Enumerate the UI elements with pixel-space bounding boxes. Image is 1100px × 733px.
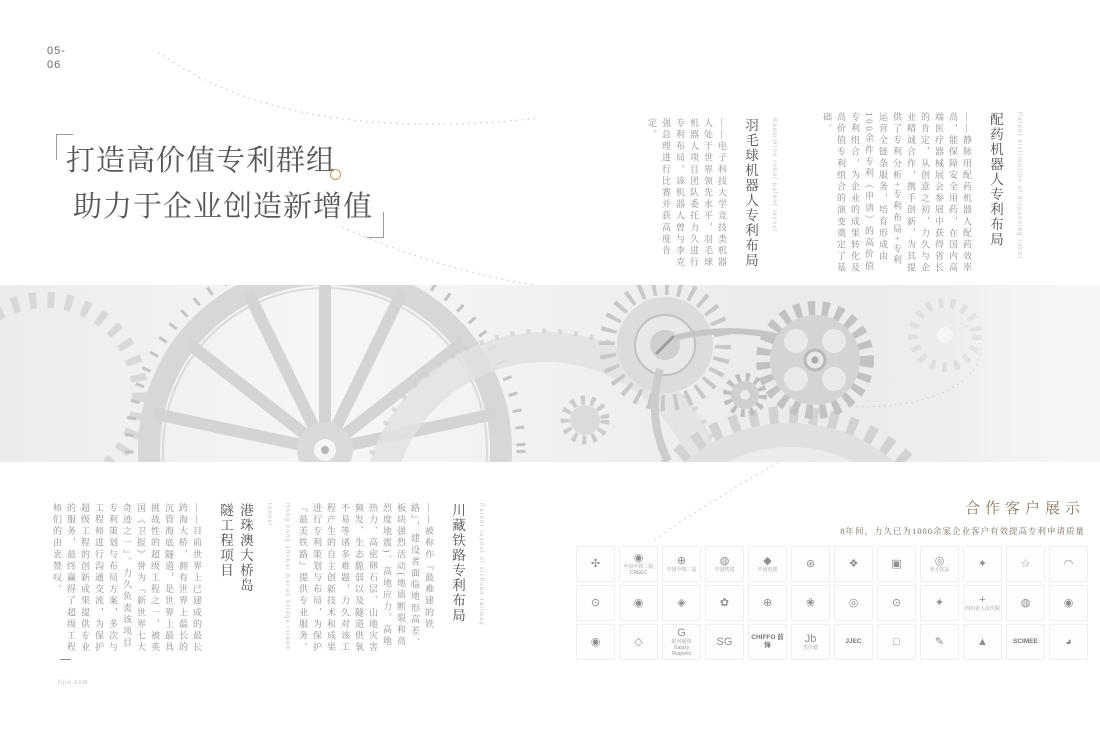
article-badminton-robot: [645, 118, 783, 276]
client-logo: [791, 585, 830, 621]
clients-section-header: [665, 497, 1085, 537]
clients-heading: 合作客户展示: [964, 501, 1085, 517]
page-title: [66, 138, 373, 230]
client-logo-icon: ◉: [633, 597, 644, 609]
client-logo-label: 杰仕德: [802, 645, 818, 651]
client-logo: [662, 624, 701, 660]
article-body: ——电子科技大学竞技类机器人处于世界领先水平，羽毛球机器人项目团队委托力久进行专利布局。该机器人曾与李克强总理进行比赛并获高度肯定。: [647, 118, 727, 269]
article-title: 羽毛球机器人专利布局: [743, 118, 758, 268]
client-logo-icon: +: [979, 594, 986, 606]
client-logo: [576, 624, 615, 660]
client-logo-icon: ◇: [634, 636, 643, 648]
client-logo-label: 银河磁体 Galaxy Magnets: [671, 639, 692, 657]
client-logo: [619, 546, 658, 582]
client-logo-label: 中国电建: [757, 567, 778, 573]
article-subtitle-en: Hong kong zhuhai macao bridge island tunnel: [266, 503, 290, 650]
client-logo: [1049, 585, 1088, 621]
client-logo-label: SCIMEE: [1013, 638, 1038, 645]
client-logo-icon: ✣: [590, 558, 601, 570]
client-logo-icon: ◎: [934, 555, 945, 567]
page-number-top: 05-: [47, 45, 66, 57]
client-logo-icon: Jb: [804, 633, 817, 645]
client-logo-label: 中国中铁二院 CREEC: [623, 564, 654, 576]
close-bracket-decoration: [367, 212, 384, 238]
client-logo-icon: ✦: [977, 558, 988, 570]
article-subtitle-en: Badminton robot patent layout: [771, 118, 777, 233]
client-logo: [662, 585, 701, 621]
client-logo-icon: ✦: [934, 597, 945, 609]
client-logo-label: 养元饮品: [929, 567, 950, 573]
article-body: ——目前世界上已建成的最长跨海大桥，拥有世界上最长的沉管海底隧道，是世界上最具挑战性的超级工程之一，被英国《卫报》誉为『新世界七大奇迹之一』。力久负责该项目专利策划与布局方案，多次与工程师进行沟通交流，为保护超级工程的创新成果提供专业的服务，最终赢得了超级工程师们的由衷赞叹。: [52, 503, 202, 654]
page-title-line1: 打造高价值专利群组: [66, 145, 337, 177]
client-logo-icon: ◠: [1063, 558, 1074, 570]
client-logo-icon: □: [893, 636, 900, 648]
client-logo: [834, 546, 873, 582]
client-logo: [576, 546, 615, 582]
client-logo: [1006, 585, 1045, 621]
client-logo-icon: ⊕: [676, 555, 687, 567]
client-logo: [1049, 546, 1088, 582]
client-logo: [619, 624, 658, 660]
client-logo-icon: ◆: [763, 555, 772, 567]
article-subtitle-en: Patent distribution of dispensing robot: [1016, 112, 1022, 260]
clients-subtitle: 8年间，力久已为1000余家企业客户有效提高专利申请质量: [840, 526, 1085, 536]
client-logo-icon: ☆: [1020, 558, 1031, 570]
client-logo-label: 中国铁建: [714, 567, 735, 573]
client-logo-label: 中国中铁二局: [666, 567, 697, 573]
client-logo-grid: [576, 546, 1088, 660]
client-logo-label: JJEC: [845, 638, 862, 645]
client-logo-icon: ⊙: [891, 597, 902, 609]
client-logo-icon: ✎: [934, 636, 945, 648]
client-logo-icon: ◈: [677, 597, 686, 609]
article-title: 港珠澳大桥岛隧工程项目: [218, 503, 253, 593]
client-logo-icon: ⊕: [762, 597, 773, 609]
client-logo: [748, 624, 787, 660]
client-logo: [920, 546, 959, 582]
client-logo-icon: ▲: [977, 636, 988, 648]
client-logo: [705, 624, 744, 660]
page-title-line2: 助力于企业创造新增值: [73, 191, 374, 223]
article-body: ——被称作『最难建的铁路』，建设者面临地形高差、板块强烈活动(地质断裂和高烈度地震)、高地应力、高地热力、高密卵石层、山地灾害频发、生态脆弱以及隧道供氧不易等诸多难题，力久对该工程产生的自主创新技术和成果进行专利策划与布局，为保护『最美铁路』提供专业服务。: [298, 503, 434, 654]
client-logo: [963, 546, 1002, 582]
article-dispensing-robot: [820, 112, 1028, 275]
client-logo: [1006, 546, 1045, 582]
gold-circle-decoration: [330, 169, 341, 180]
client-logo: [877, 624, 916, 660]
client-logo: [791, 546, 830, 582]
client-logo-icon: ⊛: [805, 558, 816, 570]
client-logo-label: 四川省人民医院: [964, 606, 1000, 612]
client-logo: [877, 546, 916, 582]
client-logo: [920, 585, 959, 621]
client-logo-icon: G: [677, 627, 686, 639]
client-logo: [791, 624, 830, 660]
client-logo-label: CHIFFO 前锋: [751, 634, 784, 649]
client-logo-icon: ❀: [805, 597, 816, 609]
article-hzm-bridge: [50, 503, 296, 658]
client-logo: [963, 585, 1002, 621]
client-logo-icon: ▣: [891, 558, 902, 570]
client-logo-icon: ❖: [848, 558, 859, 570]
client-logo: [619, 585, 658, 621]
article-subtitle-en: Patent layout of sichuan railway: [478, 503, 484, 626]
client-logo-icon: ◎: [848, 597, 859, 609]
page-number-bottom: 06: [47, 59, 62, 71]
client-logo-icon: SG: [716, 636, 733, 648]
client-logo-icon: ◍: [1020, 597, 1031, 609]
client-logo-icon: ✿: [719, 597, 730, 609]
client-logo-icon: ◉: [590, 636, 601, 648]
gear-band-illustration: [0, 285, 1100, 462]
client-logo: [705, 585, 744, 621]
client-logo: [834, 585, 873, 621]
client-logo: [1049, 624, 1088, 660]
page-number: [47, 44, 66, 72]
article-body: ——静脉用配药机器人配药效率高，能保障安全用药，在国内高端医疗器械展会参展中获得省长的肯定，从创意之初，力久与企业精诚合作，携手创新，为其提供了专利分析+专利布局+专利运营全链条服务，培育形成由100余件专利（申请）的高价值专利组合，为企业的成果转化及高价值专利组合的演变奠定了基础。: [822, 112, 972, 275]
client-logo: [1006, 624, 1045, 660]
client-logo: [834, 624, 873, 660]
client-logo-icon: ◉: [1063, 597, 1074, 609]
client-logo: [963, 624, 1002, 660]
client-logo-icon: ⊙: [590, 597, 601, 609]
article-title: 川藏铁路专利布局: [450, 503, 465, 623]
client-logo: [877, 585, 916, 621]
client-logo: [748, 546, 787, 582]
client-logo-icon: ◍: [719, 555, 730, 567]
article-sichuan-tibet-railway: [296, 503, 490, 658]
client-logo: [920, 624, 959, 660]
client-logo-icon: ◉: [633, 552, 644, 564]
footer-dash-decoration: [60, 659, 71, 660]
client-logo-icon: ◕: [1065, 636, 1072, 648]
client-logo: [662, 546, 701, 582]
footer-website: lijiu.com: [58, 680, 89, 686]
client-logo: [576, 585, 615, 621]
client-logo: [748, 585, 787, 621]
article-title: 配药机器人专利布局: [988, 112, 1003, 247]
client-logo: [705, 546, 744, 582]
